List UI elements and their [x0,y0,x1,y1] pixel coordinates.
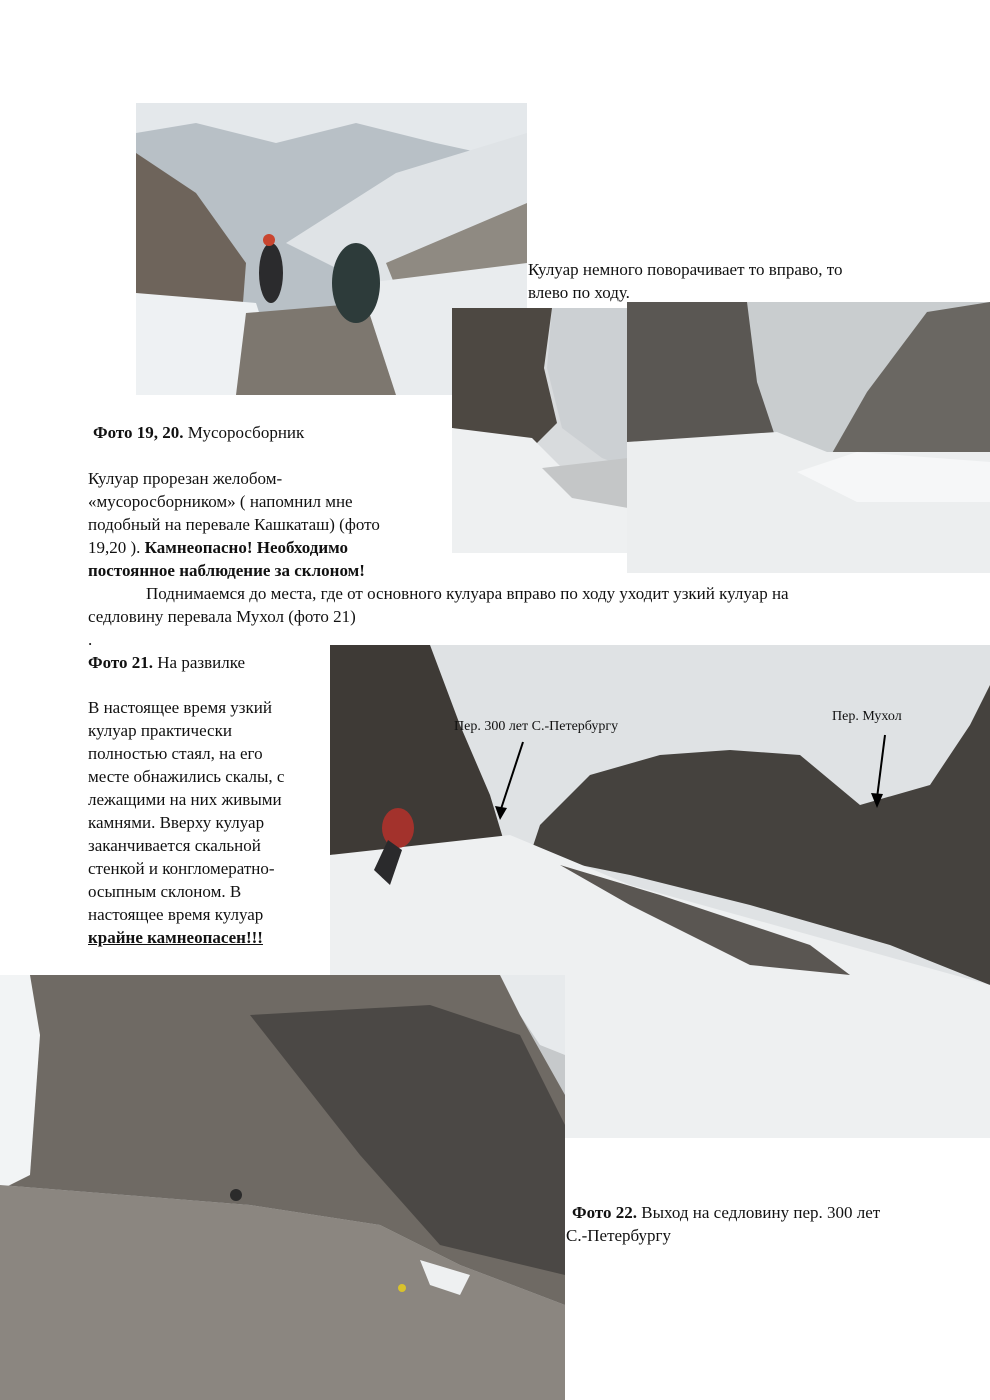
para-ascend-l2: седловину перевала Мухол (фото 21) [88,607,356,626]
para-narrow-l4: месте обнажились скалы, с [88,767,285,786]
note-turn-line1: Кулуар немного поворачивает то вправо, то [528,260,843,279]
para-chute-l3: подобный на перевале Кашкаташ) (фото [88,515,380,534]
caption-22-bold: Фото 22. [572,1203,638,1222]
para-narrow-l8: стенкой и конгломератно- [88,859,275,878]
photo-20a [452,308,628,553]
photo-20b [627,302,990,573]
para-narrow-l9: осыпным склоном. В [88,882,242,901]
note-turn-line2: влево по ходу. [528,283,630,302]
para-chute-bold1: Камнеопасно! Необходимо [144,538,348,557]
photo-22 [0,975,565,1400]
para-narrow-l2: кулуар практически [88,721,232,740]
para-narrow-l10: настоящее время кулуар [88,905,264,924]
para-chute-bold2: постоянное наблюдение за склоном! [88,561,365,580]
para-chute-l2: «мусоросборником» ( напомнил мне [88,492,353,511]
para-narrow-l7: заканчивается скальной [88,836,261,855]
label-pass-300: Пер. 300 лет С.-Петербургу [454,719,619,734]
para-ascend-l3: . [88,630,93,649]
para-chute-l1: Кулуар прорезан желобом- [88,469,283,488]
caption-22-text2: С.-Петербургу [566,1226,672,1245]
caption-19-20-bold: Фото 19, 20. [93,423,184,442]
label-pass-mukhol: Пер. Мухол [832,709,902,724]
para-narrow-l6: камнями. Вверху кулуар [88,813,265,832]
para-narrow-l5: лежащими на них живыми [88,790,282,809]
caption-19-20-text: Мусоросборник [183,423,305,442]
para-narrow-l11: крайне камнеопасен!!! [88,928,263,947]
arrow-icon [490,740,530,825]
arrow-icon [865,733,895,813]
caption-22-text1: Выход на седловину пер. 300 лет [637,1203,881,1222]
caption-21-text: На развилке [153,653,246,672]
para-narrow-l3: полностью стаял, на его [88,744,263,763]
caption-21-bold: Фото 21. [88,653,154,672]
para-chute-l4: 19,20 ). [88,538,141,557]
para-ascend-l1: Поднимаемся до места, где от основного кулуара вправо по ходу уходит узкий кулуар на [146,584,789,603]
para-narrow-l1: В настоящее время узкий [88,698,272,717]
